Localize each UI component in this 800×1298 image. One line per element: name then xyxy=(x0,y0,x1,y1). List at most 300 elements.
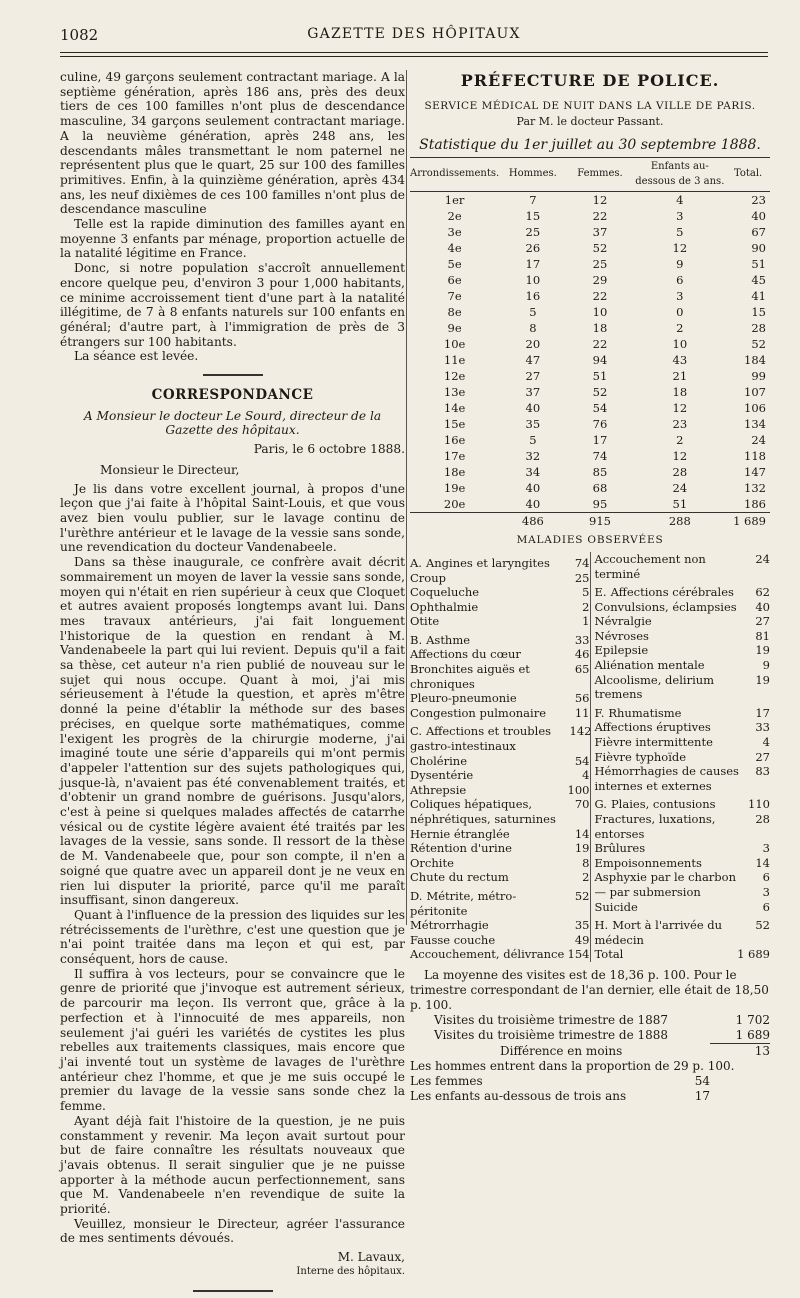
disease-group-letter: H. xyxy=(594,918,609,933)
disease-row xyxy=(410,889,590,918)
table-cell: 132 xyxy=(744,480,766,495)
disease-count: 81 xyxy=(755,628,770,643)
disease-name: Accouchement non terminé xyxy=(594,551,706,581)
paragraph: Dans sa thèse inaugurale, ce confrère avait décrit sommairement un moyen de laver la vessie sans sonde, moyen qui n'était en rien supérieur à ceux que Cloquet et autres avaient proposés longtemps avant lui. Dans mes travaux antérieurs, j'ai fait longuement l'historique de la question en rendant à M. Vandenabeele la part qui lui revient. Depuis qu'il a fait sa thèse, cet auteur n'a rien publié de nouveau sur le sujet qui nous occupe. Quant à moi, j'ai mis sérieusement à l'étude la question, et après m'être donné la peine d'établir la méthode sur des bases précises, en quelque sorte mathématiques, comme l'exigent les progrès de la chirurgie moderne, j'ai imaginé toute une série d'appareils qui m'ont permis d'appeler l'attention sur des sujets pathologiques qui, jusque-là, n'avaient pas été convenablement traités, et d'obtenir un grand nombre de guérisons. Jusqu'alors, c'est à peine si quelques malades affectés de catarrhe vésical ou de cystite légère avaient été traités par les lavages de la vessie, sans sonde. Il ressort de la thèse de M. Vandenabeele que, pour son compte, il n'en a soigné que quatre avec un appareil dont je ne veux en rien lui disputer la priorité, parce qu'il me paraît insuffisant, sinon dangereux. xyxy=(60,555,405,908)
disease-row xyxy=(410,841,590,856)
difference-row xyxy=(410,1044,770,1059)
left-column xyxy=(60,70,405,1298)
table-cell: 37 xyxy=(592,224,608,239)
disease-name: Pleuro-pneumonie xyxy=(410,691,517,706)
disease-row xyxy=(410,768,590,783)
table-cell: 15e xyxy=(443,416,466,431)
disease-name: Fièvre typhoïde xyxy=(594,749,687,764)
disease-row xyxy=(410,556,590,571)
table-cell: 13e xyxy=(443,384,466,399)
disease-count: 4 xyxy=(582,768,590,783)
paragraph: Quant à l'influence de la pression des liquides sur les rétrécissements de l'urèthre, c'est une question que je n'ai point traitée dans ma leçon et qui est, par conséquent, hors de cause. xyxy=(60,907,405,967)
disease-row xyxy=(595,947,771,962)
disease-label xyxy=(595,885,701,900)
table-row xyxy=(410,480,770,496)
disease-label xyxy=(595,918,751,947)
disease-label xyxy=(595,750,687,765)
disease-name: Accouchement, délivrance xyxy=(410,947,565,962)
paragraph: Telle est la rapide diminution des familles ayant en moyenne 3 enfants par ménage, proportion actuelle de la natalité légitime en France. xyxy=(60,217,405,261)
disease-count: 62 xyxy=(755,585,770,600)
disease-label xyxy=(595,812,751,841)
table-cell: 10e xyxy=(443,336,466,351)
disease-name: Hémorrhagies de causes internes et externes xyxy=(594,764,739,793)
table-cell: 23 xyxy=(672,416,688,431)
disease-count: 52 xyxy=(574,888,590,903)
table-cell: 5e xyxy=(447,256,462,271)
table-cell: 25 xyxy=(525,224,541,239)
disease-count: 19 xyxy=(574,841,590,856)
disease-count: 8 xyxy=(582,855,590,870)
disease-row xyxy=(595,706,771,721)
disease-count: 74 xyxy=(574,555,590,570)
table-cell: 76 xyxy=(592,416,608,431)
table-cell: 5 xyxy=(529,304,537,319)
table-row xyxy=(410,464,770,480)
disease-row xyxy=(410,571,590,586)
paragraph: La séance est levée. xyxy=(74,349,199,364)
disease-name: Angines et laryngites xyxy=(425,555,550,570)
table-cell: 18e xyxy=(443,464,466,479)
disease-name: Mort à l'arrivée du médecin xyxy=(594,918,723,947)
disease-label xyxy=(595,658,705,673)
disease-label xyxy=(595,720,711,735)
disease-name: Affections cérébrales xyxy=(610,585,734,600)
disease-name: Aliénation mentale xyxy=(594,658,705,673)
disease-label xyxy=(410,556,550,571)
disease-row xyxy=(410,754,590,769)
table-cell: 6 xyxy=(676,272,684,287)
disease-row xyxy=(595,614,771,629)
table-cell: 24 xyxy=(751,432,766,447)
disease-label xyxy=(410,797,570,826)
arrondissement-table xyxy=(410,157,770,529)
disease-count: 17 xyxy=(755,705,770,720)
table-body xyxy=(410,192,770,530)
disease-row xyxy=(410,662,590,691)
disease-label xyxy=(595,706,682,721)
diseases-right xyxy=(590,552,771,962)
disease-row xyxy=(410,691,590,706)
disease-label xyxy=(595,600,737,615)
disease-label xyxy=(410,933,495,948)
disease-name: Asphyxie par le charbon xyxy=(594,870,736,885)
disease-label xyxy=(595,841,646,856)
table-cell: 12 xyxy=(672,448,688,463)
paragraph: Donc, si notre population s'accroît annuellement encore quelque peu, d'environ 3 pour 1,000 habitants, ce minime accroissement tient d'une part à la natalité illégitime, de 7 à 8 enfants naturels sur 100 enfants en général; d'autre part, à l'immigration de près de 3 étrangers sur 100 habitants. xyxy=(60,261,405,349)
disease-count: 19 xyxy=(755,643,770,658)
disease-name: Convulsions, éclampsies xyxy=(594,599,737,614)
disease-name: Chute du rectum xyxy=(410,870,509,885)
table-cell: 186 xyxy=(744,496,766,511)
disease-row xyxy=(595,629,771,644)
disease-count: 2 xyxy=(582,870,590,885)
table-cell: 14e xyxy=(443,400,466,415)
disease-group-letter: F. xyxy=(594,705,605,720)
table-cell: 18 xyxy=(592,320,608,335)
table-cell: 3e xyxy=(447,224,462,239)
table-cell: 21 xyxy=(672,368,688,383)
disease-count: 154 xyxy=(567,947,590,962)
disease-count: 56 xyxy=(574,691,590,706)
disease-label xyxy=(410,856,454,871)
table-total-cell: 486 xyxy=(499,513,566,530)
proportion-row xyxy=(410,1074,770,1089)
salutation: Monsieur le Directeur, xyxy=(100,462,240,477)
table-row xyxy=(410,400,770,416)
table-cell: 34 xyxy=(525,464,541,479)
table-cell: 11e xyxy=(443,352,466,367)
table-cell: 12 xyxy=(672,400,688,415)
table-cell: 1er xyxy=(444,192,465,207)
table-cell: 5 xyxy=(529,432,537,447)
disease-count: 65 xyxy=(574,662,590,677)
comparison-value: 1 689 xyxy=(710,1028,770,1044)
disease-label xyxy=(410,647,521,662)
disease-label xyxy=(595,870,737,885)
table-total-cell xyxy=(410,513,499,530)
disease-name: Alcoolisme, delirium tremens xyxy=(594,672,715,702)
table-cell: 54 xyxy=(592,400,608,415)
table-row xyxy=(410,256,770,272)
table-row xyxy=(410,448,770,464)
proportion-value: 54 xyxy=(694,1073,710,1088)
column-header: Total. xyxy=(726,157,770,191)
table-row xyxy=(410,320,770,336)
disease-name: Plaies, contusions xyxy=(610,797,716,812)
table-row xyxy=(410,368,770,384)
disease-label xyxy=(595,735,713,750)
table-cell: 107 xyxy=(744,384,766,399)
table-total-cell: 915 xyxy=(567,513,634,530)
table-row xyxy=(410,352,770,368)
disease-count: 14 xyxy=(574,826,590,841)
disease-label xyxy=(410,662,570,691)
end-rule xyxy=(193,1290,273,1292)
table-total-cell: 288 xyxy=(634,513,727,530)
table-cell: 17 xyxy=(525,256,541,271)
disease-row xyxy=(410,633,590,648)
disease-count: 6 xyxy=(762,870,770,885)
diseases-list xyxy=(410,552,770,962)
table-cell: 17 xyxy=(592,432,608,447)
proportion-row xyxy=(410,1089,770,1104)
proportion-line: Les hommes entrent dans la proportion de 29 p. 100. xyxy=(410,1058,735,1073)
disease-name: Rétention d'urine xyxy=(410,841,512,856)
disease-name: Croup xyxy=(410,570,446,585)
disease-label xyxy=(410,754,467,769)
table-row xyxy=(410,272,770,288)
table-cell: 90 xyxy=(751,240,766,255)
disease-row xyxy=(595,643,771,658)
disease-count: 33 xyxy=(574,632,590,647)
table-cell: 32 xyxy=(525,448,541,463)
disease-name: Affections du cœur xyxy=(410,647,521,662)
table-cell: 5 xyxy=(676,224,684,239)
table-cell: 47 xyxy=(525,352,541,367)
disease-label xyxy=(410,768,473,783)
disease-label xyxy=(410,600,478,615)
disease-row xyxy=(595,600,771,615)
table-cell: 12 xyxy=(672,240,688,255)
table-cell: 41 xyxy=(751,288,766,303)
disease-name: Athrepsie xyxy=(410,782,467,797)
table-cell: 22 xyxy=(592,208,608,223)
proportion-value: 17 xyxy=(694,1088,710,1103)
table-cell: 51 xyxy=(751,256,766,271)
ornament-rule xyxy=(203,374,263,376)
disease-count: 27 xyxy=(755,614,770,629)
disease-count: 3 xyxy=(762,884,770,899)
table-cell: 118 xyxy=(744,448,766,463)
disease-count: 52 xyxy=(755,918,770,933)
table-cell: 4e xyxy=(447,240,462,255)
table-cell: 40 xyxy=(525,480,541,495)
table-row xyxy=(410,304,770,320)
table-cell: 134 xyxy=(744,416,766,431)
disease-label xyxy=(595,856,702,871)
disease-count: 11 xyxy=(574,705,590,720)
table-cell: 16 xyxy=(525,288,541,303)
table-cell: 28 xyxy=(672,464,688,479)
disease-count: 1 xyxy=(582,614,590,629)
table-total-row xyxy=(410,513,770,530)
paragraph: Je lis dans votre excellent journal, à propos d'une leçon que j'ai faite à l'hôpital Saint-Louis, et que vous avez bien voulu publier, sur le lavage continu de l'urèthre antérieur et le lavage de la vessie sans sonde, une revendication du docteur Vandenabeele. xyxy=(60,481,405,555)
author-line: Par M. le docteur Passant. xyxy=(516,115,664,129)
disease-group-letter: E. xyxy=(594,585,607,600)
disease-count: 5 xyxy=(582,585,590,600)
table-cell: 12 xyxy=(592,192,608,207)
table-cell: 22 xyxy=(592,336,608,351)
disease-label xyxy=(410,889,570,918)
table-cell: 45 xyxy=(751,272,766,287)
disease-row xyxy=(410,724,590,753)
disease-count: 35 xyxy=(574,918,590,933)
table-cell: 3 xyxy=(676,288,684,303)
disease-label xyxy=(410,633,470,648)
disease-name: Bronchites aiguës et chroniques xyxy=(410,662,530,691)
disease-row xyxy=(595,900,771,915)
disease-label xyxy=(595,764,751,793)
table-cell: 15 xyxy=(751,304,766,319)
disease-group-letter: D. xyxy=(410,888,423,903)
disease-group-letter: C. xyxy=(410,724,423,739)
table-cell: 26 xyxy=(525,240,541,255)
summary-text: La moyenne des visites est de 18,36 p. 100. Pour le trimestre correspondant de l'an dernier, elle était de 18,50 p. 100. xyxy=(410,967,769,1012)
table-row xyxy=(410,224,770,240)
table-cell: 74 xyxy=(592,448,608,463)
right-column xyxy=(410,71,770,1104)
disease-count: 27 xyxy=(755,749,770,764)
disease-name: Asthme xyxy=(426,632,471,647)
disease-count: 2 xyxy=(582,599,590,614)
disease-label xyxy=(410,918,489,933)
disease-label xyxy=(410,706,546,721)
table-cell: 51 xyxy=(592,368,608,383)
disease-label xyxy=(595,643,649,658)
table-cell: 15 xyxy=(525,208,541,223)
table-row xyxy=(410,208,770,224)
table-cell: 3 xyxy=(676,208,684,223)
disease-row xyxy=(595,841,771,856)
disease-row xyxy=(410,870,590,885)
disease-row xyxy=(410,947,590,962)
disease-count: 24 xyxy=(755,551,770,566)
table-cell: 2e xyxy=(447,208,462,223)
disease-row xyxy=(410,706,590,721)
table-cell: 52 xyxy=(751,336,766,351)
comparison-value: 1 702 xyxy=(735,1012,770,1027)
disease-count: 14 xyxy=(755,855,770,870)
disease-label xyxy=(410,841,512,856)
table-cell: 22 xyxy=(592,288,608,303)
disease-name: Affections et troubles gastro-intestinaux xyxy=(410,724,552,754)
disease-row xyxy=(595,856,771,871)
table-cell: 25 xyxy=(592,256,608,271)
disease-row xyxy=(595,552,771,581)
disease-count: 83 xyxy=(755,764,770,779)
table-cell: 9 xyxy=(676,256,684,271)
table-cell: 95 xyxy=(592,496,608,511)
table-row xyxy=(410,336,770,352)
disease-name: Fausse couche xyxy=(410,932,496,947)
disease-count: 3 xyxy=(762,841,770,856)
disease-row xyxy=(410,600,590,615)
table-cell: 17e xyxy=(443,448,466,463)
table-cell: 67 xyxy=(751,224,766,239)
table-cell: 106 xyxy=(744,400,766,415)
paragraph: Veuillez, monsieur le Directeur, agréer l'assurance de mes sentiments dévoués. xyxy=(60,1216,405,1246)
disease-name: Fractures, luxations, entorses xyxy=(594,812,716,841)
disease-group-letter: G. xyxy=(594,797,607,812)
disease-name: Empoisonnements xyxy=(594,855,702,870)
table-total-cell: 1 689 xyxy=(726,513,770,530)
table-cell: 37 xyxy=(525,384,541,399)
table-cell: 40 xyxy=(751,208,766,223)
disease-name: Brûlures xyxy=(594,841,646,856)
paragraph: Ayant déjà fait l'histoire de la question, je ne puis constamment y revenir. Ma leçon avait surtout pour but de faire connaître les résultats nouveaux que j'avais obtenus. Il serait singulier que je ne puisse apporter à la méthode aucun perfectionnement, sans que M. Vandenabeele n'en revendique de suite la priorité. xyxy=(60,1113,405,1217)
comparison-row xyxy=(410,1028,770,1044)
disease-row xyxy=(595,885,771,900)
difference-label: Différence en moins xyxy=(500,1043,623,1058)
running-title: GAZETTE DES HÔPITAUX xyxy=(307,26,521,42)
table-cell: 35 xyxy=(525,416,541,431)
disease-name: Métrorrhagie xyxy=(410,918,489,933)
disease-row xyxy=(410,783,590,798)
diseases-title: MALADIES OBSERVÉES xyxy=(516,534,664,547)
table-cell: 24 xyxy=(672,480,688,495)
table-cell: 6e xyxy=(447,272,462,287)
service-title: SERVICE MÉDICAL DE NUIT DANS LA VILLE DE PARIS. xyxy=(424,99,756,112)
disease-row xyxy=(595,812,771,841)
table-cell: 10 xyxy=(592,304,608,319)
signature: M. Lavaux, xyxy=(337,1250,405,1265)
table-cell: 8 xyxy=(529,320,537,335)
column-header: Femmes. xyxy=(567,157,634,191)
table-cell: 7e xyxy=(447,288,462,303)
table-cell: 10 xyxy=(525,272,541,287)
disease-count: 142 xyxy=(569,724,592,739)
diseases-left xyxy=(410,552,590,962)
disease-row xyxy=(595,750,771,765)
column-separator xyxy=(406,70,407,925)
paragraph: Il suffira à vos lecteurs, pour se convaincre que le genre de priorité que j'invoque est autrement sérieux, de parcourir ma leçon. Ils verront que, grâce à la perfection et à l'innocuité de mes appareils, non seulement j'ai guéri les variétés de cystites les plus rebelles aux traitements classiques, mais encore que j'ai inventé tout un système de lavages de l'urèthre antérieur chez l'homme, et que je me suis occupé le premier du lavage de la vessie sans sonde chez la femme. xyxy=(60,966,405,1114)
statistics-title: Statistique du 1er juillet au 30 septembre 1888. xyxy=(419,137,761,154)
disease-count: 70 xyxy=(574,797,590,812)
disease-label xyxy=(410,827,510,842)
disease-count: 6 xyxy=(762,899,770,914)
table-cell: 18 xyxy=(672,384,688,399)
disease-count: 4 xyxy=(762,735,770,750)
table-cell: 20 xyxy=(525,336,541,351)
table-cell: 40 xyxy=(525,400,541,415)
disease-count: 25 xyxy=(574,570,590,585)
disease-name: Fièvre intermittente xyxy=(594,735,713,750)
disease-label xyxy=(595,629,649,644)
table-cell: 2 xyxy=(676,320,684,335)
comparison-label: Visites du troisième trimestre de 1888 xyxy=(434,1027,669,1042)
disease-label xyxy=(410,870,509,885)
disease-label xyxy=(595,552,751,581)
header-rule xyxy=(60,52,768,53)
difference-value: 13 xyxy=(754,1043,770,1058)
address-line: A Monsieur le docteur Le Sourd, directeur de la Gazette des hôpitaux. xyxy=(83,408,382,438)
table-cell: 16e xyxy=(443,432,466,447)
disease-row xyxy=(595,720,771,735)
disease-row xyxy=(595,870,771,885)
comparison-label: Visites du troisième trimestre de 1887 xyxy=(434,1012,669,1027)
disease-label xyxy=(410,947,564,962)
disease-name: Total xyxy=(594,947,624,962)
disease-row xyxy=(410,856,590,871)
signature-role: Interne des hôpitaux. xyxy=(296,1265,405,1277)
table-row xyxy=(410,432,770,448)
disease-label xyxy=(595,585,734,600)
table-cell: 51 xyxy=(672,496,688,511)
table-row xyxy=(410,416,770,432)
comparison-row xyxy=(410,1013,770,1028)
disease-count: 19 xyxy=(755,672,770,687)
disease-name: Métrite, métro-péritonite xyxy=(410,888,517,918)
table-cell: 23 xyxy=(751,192,766,207)
table-row xyxy=(410,288,770,304)
disease-row xyxy=(595,735,771,750)
disease-group-letter: B. xyxy=(410,632,423,647)
table-cell: 27 xyxy=(525,368,541,383)
page-header xyxy=(60,26,768,50)
disease-label xyxy=(410,614,439,629)
page-number: 1082 xyxy=(60,26,99,44)
disease-row xyxy=(410,647,590,662)
disease-name: — par submersion xyxy=(594,884,701,899)
disease-count: 1 689 xyxy=(737,947,770,962)
table-row xyxy=(410,384,770,400)
disease-name: Ophthalmie xyxy=(410,599,479,614)
disease-row xyxy=(410,797,590,826)
header-rule-2 xyxy=(60,56,768,57)
disease-label xyxy=(410,691,517,706)
disease-row xyxy=(410,827,590,842)
table-cell: 9e xyxy=(447,320,462,335)
disease-name: Epilepsie xyxy=(594,643,649,658)
disease-row xyxy=(410,918,590,933)
disease-count: 110 xyxy=(748,797,770,812)
disease-name: Otite xyxy=(410,614,440,629)
